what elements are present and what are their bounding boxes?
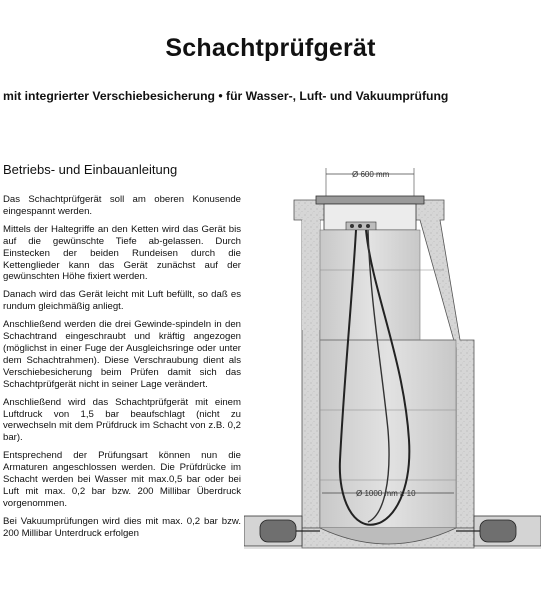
manhole-diagram-svg bbox=[244, 160, 541, 591]
document-title: Schachtprüfgerät bbox=[165, 34, 376, 62]
paragraph-2: Mittels der Haltegriffe an den Ketten wird das Gerät bis auf die gewünschte Tiefe ab-gelassen. Durch Einstecken der beiden Rundeisen durch die Kettenglieder kann das Gerät zunächst auf der gewünschten Höhe fixiert werden. bbox=[3, 223, 241, 283]
bottom-diameter-label: Ø 1000 mm ≥ 10 bbox=[356, 489, 416, 498]
section-heading: Betriebs- und Einbauanleitung bbox=[3, 162, 178, 177]
manhole-frame bbox=[316, 196, 424, 204]
instructions-text bbox=[3, 194, 241, 546]
paragraph-3: Danach wird das Gerät leicht mit Luft befüllt, so daß es rundum gleichmäßig anliegt. bbox=[3, 289, 241, 313]
left-pipe-plug bbox=[260, 520, 296, 542]
paragraph-6: Entsprechend der Prüfungsart können nun die Armaturen angeschlossen werden. Die Prüfdrücke im Schacht werden bei Wasser mit max.0,5 bar oder bei Luft mit max. 0,2 bar bzw. 200 Millibar Überdruck vorgenommen. bbox=[3, 450, 241, 509]
top-diameter-label: Ø 600 mm bbox=[352, 170, 390, 179]
document-subtitle: mit integrierter Verschiebesicherung • für Wasser-, Luft- und Vakuumprüfung bbox=[3, 89, 449, 103]
paragraph-1: Das Schachtprüfgerät soll am oberen Konusende eingespannt werden. bbox=[3, 194, 241, 217]
paragraph-4: Anschließend werden die drei Gewinde-spindeln in den Schachtrand eingeschraubt und kräftig angezogen (möglichst in einer Fuge der Ausgleichsringe oder unter dem Schachtrahmen). Diese Verschraubung dient als Verschiebesicherung beim Prüfen damit sich das Schachtprüfgerät nicht in seiner Lage verändert. bbox=[3, 319, 241, 390]
paragraph-5: Anschließend wird das Schachtprüfgerät mit einem Luftdruck von 1,5 bar beaufschlagt (nicht zu verwechseln mit dem Prüfdruck im Schacht von z.B. 0,2 bar). bbox=[3, 396, 241, 444]
right-pipe-plug bbox=[480, 520, 516, 542]
manhole-test-device-diagram bbox=[244, 160, 541, 591]
shaft-cone-interior bbox=[320, 230, 420, 340]
paragraph-7: Bei Vakuumprüfungen wird dies mit max. 0,2 bar bzw. 200 Millibar Unterdruck erfolgen bbox=[3, 515, 241, 539]
